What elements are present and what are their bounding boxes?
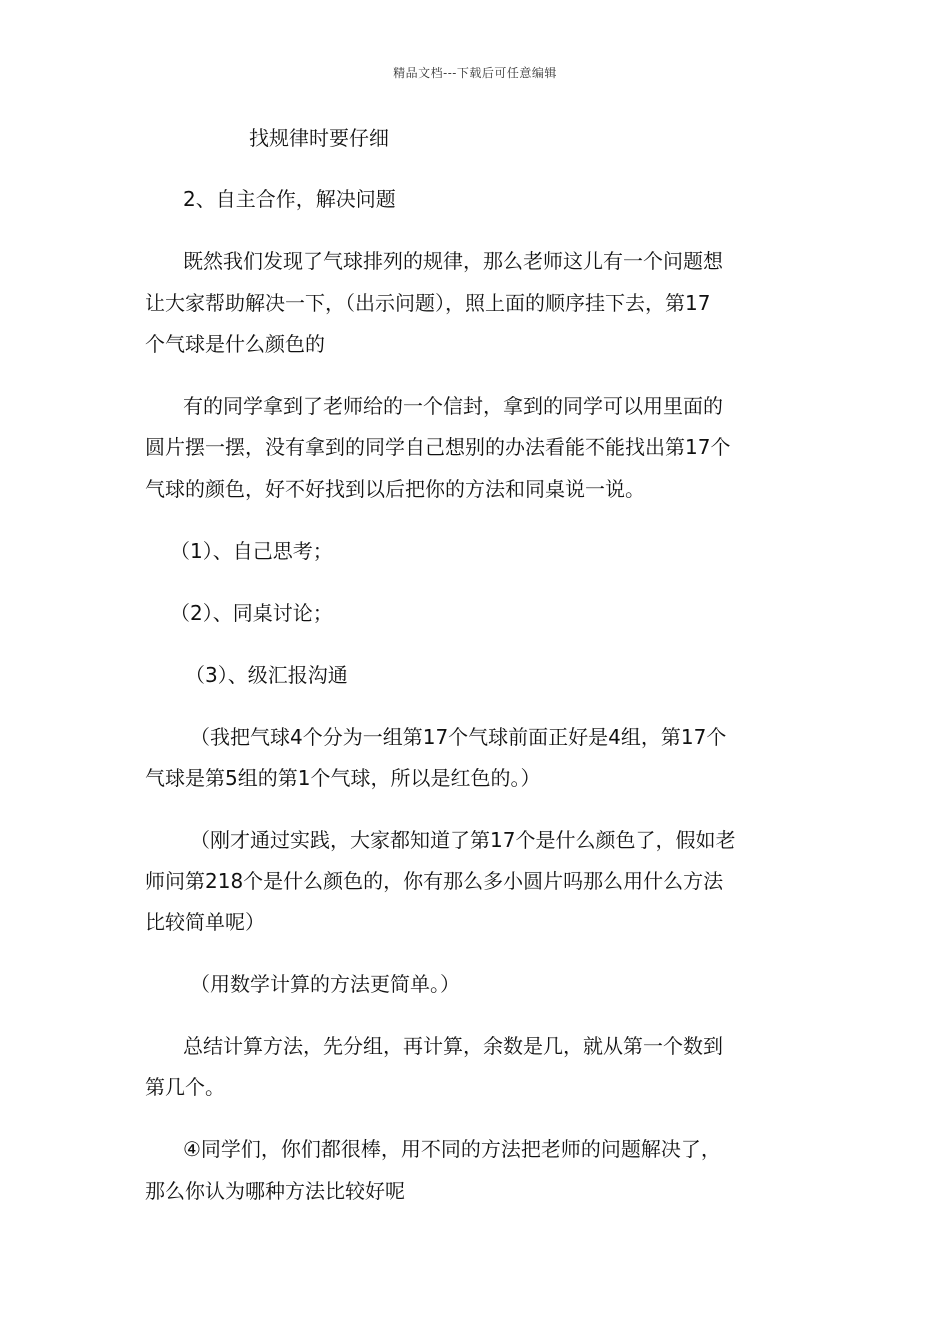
line-para6-2: 第几个。 [145, 1075, 225, 1099]
line-para2-1: 有的同学拿到了老师给的一个信封，拿到的同学可以用里面的 [183, 394, 723, 418]
line-para3-2: 气球是第5组的第1个气球，所以是红色的。） [145, 766, 541, 790]
line-para4-1: （刚才通过实践，大家都知道了第17个是什么颜色了，假如老 [190, 828, 736, 852]
line-para3-1: （我把气球4个分为一组第17个气球前面正好是4组，第17个 [190, 725, 727, 749]
page-header: 精品文档---下载后可任意编辑 [393, 66, 557, 80]
line-para1-2: 让大家帮助解决一下，（出示问题），照上面的顺序挂下去，第17 [145, 291, 711, 315]
line-para7-1: ④同学们，你们都很棒，用不同的方法把老师的问题解决了， [183, 1137, 721, 1161]
line-para4-3: 比较简单呢） [145, 910, 265, 934]
line-section-title: 2、自主合作，解决问题 [183, 187, 396, 211]
line-para7-2: 那么你认为哪种方法比较好呢 [145, 1179, 405, 1203]
line-para2-3: 气球的颜色，好不好找到以后把你的方法和同桌说一说。 [145, 477, 645, 501]
line-para6-1: 总结计算方法，先分组，再计算，余数是几，就从第一个数到 [183, 1034, 723, 1058]
line-para2-2: 圆片摆一摆，没有拿到的同学自己想别的办法看能不能找出第17个 [145, 435, 731, 459]
line-para1-3: 个气球是什么颜色的 [145, 332, 325, 356]
line-para1-1: 既然我们发现了气球排列的规律，那么老师这儿有一个问题想 [183, 249, 723, 273]
line-step-1: （1）、自己思考； [170, 539, 333, 563]
line-step-3: （3）、级汇报沟通 [185, 663, 348, 687]
line-step-2: （2）、同桌讨论； [170, 601, 333, 625]
line-para4-2: 师问第218个是什么颜色的，你有那么多小圆片吗那么用什么方法 [145, 869, 724, 893]
line-heading: 找规律时要仔细 [249, 126, 389, 150]
line-para5: （用数学计算的方法更简单。） [190, 972, 460, 996]
